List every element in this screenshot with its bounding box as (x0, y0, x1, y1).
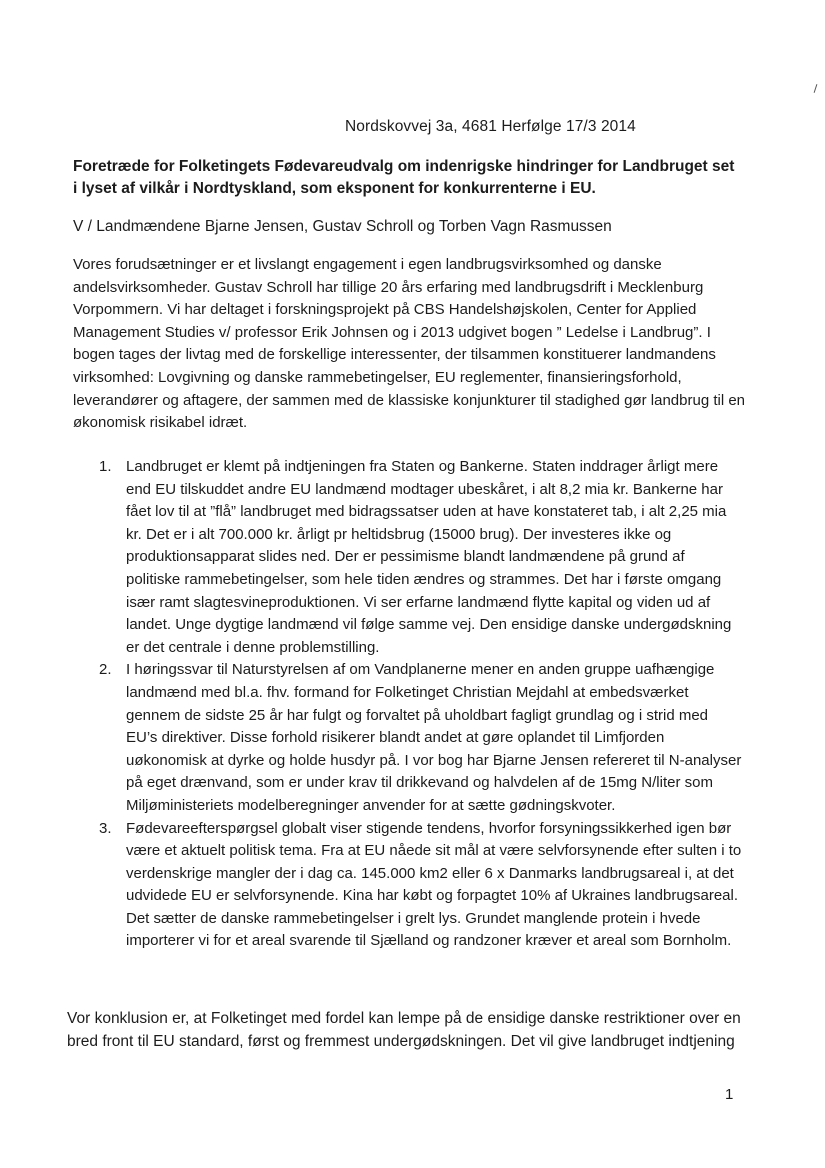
page-number: 1 (725, 1086, 734, 1103)
conclusion-paragraph: Vor konklusion er, at Folketinget med fordel kan lempe på de ensidige danske restriktioner over en bred front til EU standard, først og fremmest undergødskningen. Det vil give landbruget indtjening (67, 1010, 741, 1050)
list-item-text: Fødevareefterspørgsel globalt viser stigende tendens, hvorfor forsyningssikkerhed igen bør være et aktuelt politisk tema. Fra at EU nåede sit mål at være selvforsynende efter sulten i to verdenskrige mangler der i dag ca. 145.000 km2 eller 6 x Danmarks landbrugsareal i, at det udvidede EU er selvforsynende. Kina har købt og forpagtet 10% af Ukraines landbrugsareal. Det sætter de danske rammebetingelser i grelt lys. Grundet manglende protein i hvede importerer vi for et areal svarende til Sjælland og randzoner kræver et areal som Bornholm. (126, 819, 742, 950)
numbered-list (73, 456, 743, 953)
document-title: Foretræde for Folketingets Fødevareudvalg om indenrigske hindringer for Landbruget set i lyset af vilkår i Nordtyskland, som eksponent for konkurrenterne i EU. (73, 158, 735, 197)
list-item (73, 818, 743, 954)
scan-mark (814, 84, 818, 93)
list-item (73, 659, 743, 817)
list-item (73, 456, 743, 659)
list-item-number: 1. (99, 458, 112, 475)
list-item-text: Landbruget er klemt på indtjeningen fra Staten og Bankerne. Staten inddrager årligt mere end EU tilskuddet andre EU landmænd modtager ubeskåret, i alt 8,2 mia kr. Bankerne har fået lov til at ”flå” landbruget med bidragssatser uden at have konstateret tab, i alt 2,25 mia kr. Det er i alt 700.000 kr. årligt pr heltidsbrug (15000 brug). Der investeres ikke og produktionsapparat slides ned. Der er pessimisme blandt landmændene på grund af politiske rammebetingelser, som hele tiden ændres og strammes. Det har i første omgang især ramt slagtesvineproduktionen. Vi ser erfarne landmænd flytte kapital og viden ud af landet. Unge dygtige landmænd vil følge samme vej. Den ensidige danske undergødskning er det centrale i denne problemstilling. (126, 458, 732, 656)
list-item-number: 3. (99, 819, 112, 837)
byline: V / Landmændene Bjarne Jensen, Gustav Schroll og Torben Vagn Rasmussen (73, 218, 612, 235)
sender-address-date: Nordskovvej 3a, 4681 Herfølge 17/3 2014 (345, 118, 636, 135)
list-item-number: 2. (99, 661, 112, 679)
intro-paragraph: Vores forudsætninger er et livslangt engagement i egen landbrugsvirksomhed og danske andelsvirksomheder. Gustav Schroll har tillige 20 års erfaring med landbrugsdrift i Mecklenburg Vorpommern. Vi har deltaget i forskningsprojekt på CBS Handelshøjskolen, Center for Applied Management Studies v/ professor Erik Johnsen og i 2013 udgivet bogen ” Ledelse i Landbrug”. I bogen tages der livtag med de forskellige interessenter, der tilsammen konstituerer landmandens virksomhed: Lovgivning og danske rammebetingelser, EU reglementer, finansieringsforhold, leverandører og aftagere, der sammen med de klassiske konjunkturer til stadighed gør landbrug til en økonomisk risikabel idræt. (73, 256, 746, 432)
list-item-text: I høringssvar til Naturstyrelsen af om Vandplanerne mener en anden gruppe uafhængige landmænd med bl.a. fhv. formand for Folketinget Christian Mejdahl at embedsværket gennem de sidste 25 år har fulgt og forvaltet på uholdbart fagligt grundlag og i strid med EU’s direktiver. Disse forhold risikerer blandt andet at gøre oplandet til Limfjorden uøkonomisk at dyrke og holde husdyr på. I vor bog har Bjarne Jensen refereret til N-analyser på eget drænvand, som er under krav til drikkevand og halvdelen af de 15mg N/liter som Miljøministeriets modelberegninger anvender for at sætte gødningskvoter. (126, 661, 742, 814)
